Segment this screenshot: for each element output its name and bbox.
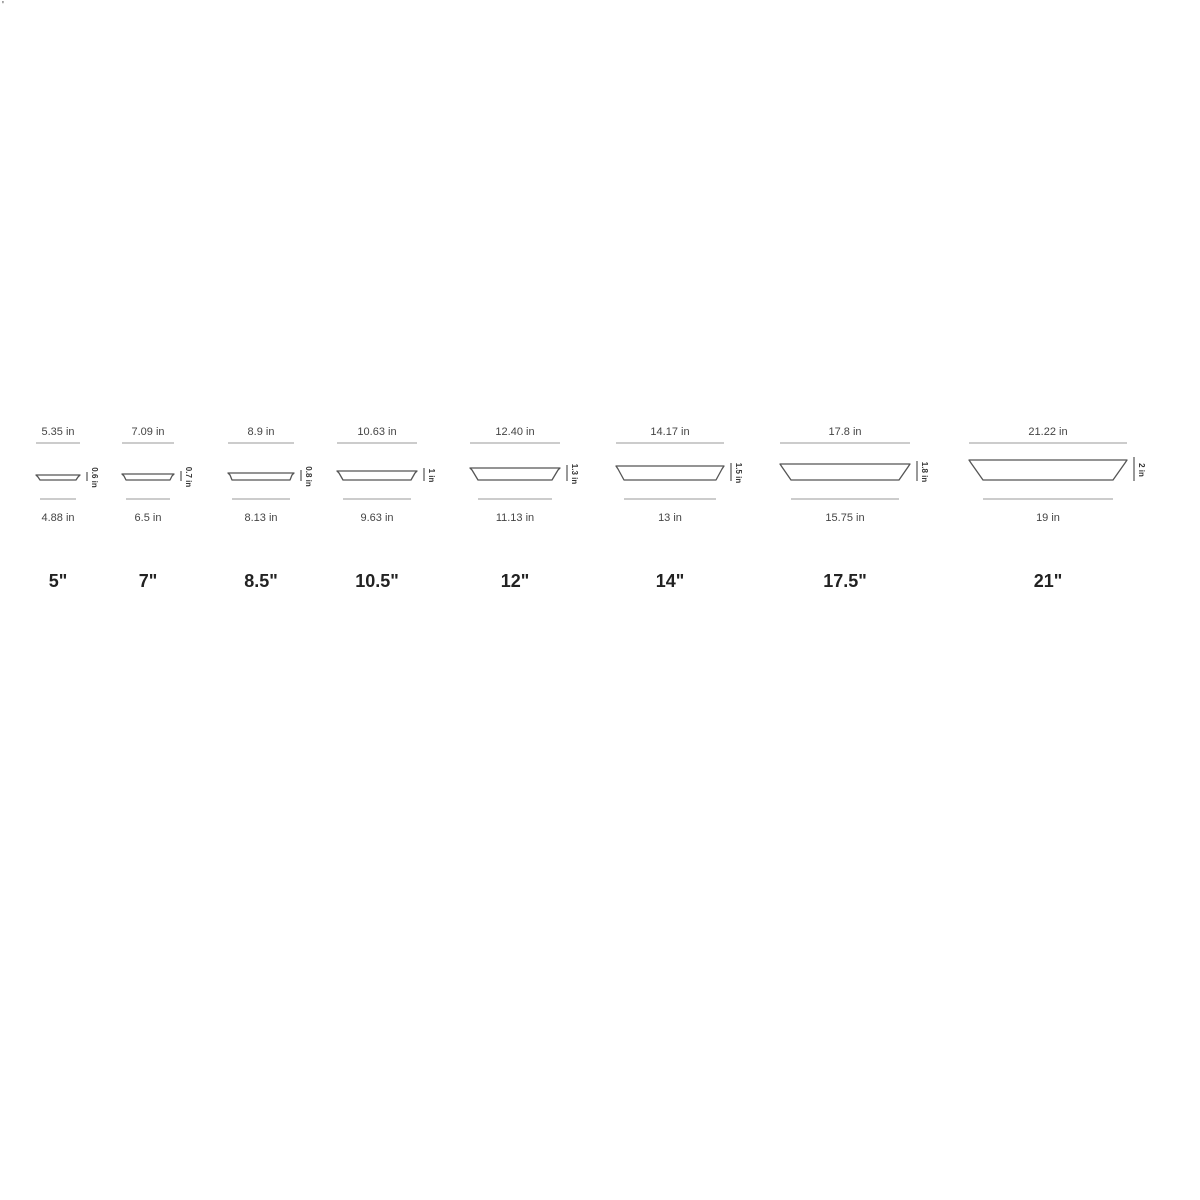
- bottom-diameter-label: 13 in: [658, 512, 682, 524]
- plate-size-label: 21": [1033, 571, 1063, 591]
- plate-group: [122, 426, 193, 591]
- plate-size-label: 17.5": [823, 571, 867, 591]
- plate-profile: [337, 471, 417, 480]
- bottom-diameter-label: 15.75 in: [825, 512, 865, 524]
- plate-profile: [228, 473, 294, 480]
- height-label: 0.6 in: [89, 467, 99, 488]
- bottom-diameter-label: 4.88 in: [41, 512, 75, 524]
- top-diameter-label: 12.40 in: [495, 426, 535, 438]
- height-label: 2 in: [1136, 463, 1146, 477]
- top-diameter-label: 5.35 in: [41, 426, 75, 438]
- plate-group: [969, 426, 1146, 591]
- plate-size-label: 12": [500, 571, 530, 591]
- plate-profile: [969, 460, 1127, 480]
- plate-group: [228, 426, 313, 591]
- plate-profile: [122, 474, 174, 480]
- height-label: 0.8 in: [303, 466, 313, 487]
- top-diameter-label: 17.8 in: [828, 426, 862, 438]
- plate-profile: [36, 475, 80, 480]
- plate-size-label: 14": [655, 571, 685, 591]
- bottom-diameter-label: 11.13 in: [495, 512, 535, 524]
- plate-size-label: 7": [138, 571, 158, 591]
- plate-group: [337, 426, 436, 591]
- plate-size-label: 5": [48, 571, 68, 591]
- plate-group: [616, 426, 743, 591]
- plate-profile: [470, 468, 560, 480]
- top-diameter-label: 8.9 in: [247, 426, 275, 438]
- height-label: 1.8 in: [919, 461, 929, 483]
- height-label: 1.5 in: [733, 462, 743, 484]
- plate-group: [36, 426, 99, 591]
- plate-group: [470, 426, 579, 591]
- height-label: 1.3 in: [569, 463, 579, 485]
- top-diameter-label: 14.17 in: [650, 426, 690, 438]
- plate-profile: [616, 466, 724, 480]
- top-diameter-label: 7.09 in: [131, 426, 165, 438]
- bottom-diameter-label: 6.5 in: [134, 512, 162, 524]
- stray-mark: ': [2, 0, 4, 11]
- plate-group: [780, 426, 929, 591]
- top-diameter-label: 21.22 in: [1028, 426, 1068, 438]
- height-label: 1 in: [426, 468, 436, 483]
- plate-profile: [780, 464, 910, 480]
- bottom-diameter-label: 9.63 in: [360, 512, 394, 524]
- top-diameter-label: 10.63 in: [357, 426, 397, 438]
- plate-size-label: 10.5": [355, 571, 399, 591]
- height-label: 0.7 in: [183, 466, 193, 488]
- bottom-diameter-label: 19 in: [1036, 512, 1060, 524]
- bottom-diameter-label: 8.13 in: [244, 512, 278, 524]
- plate-size-label: 8.5": [244, 571, 278, 591]
